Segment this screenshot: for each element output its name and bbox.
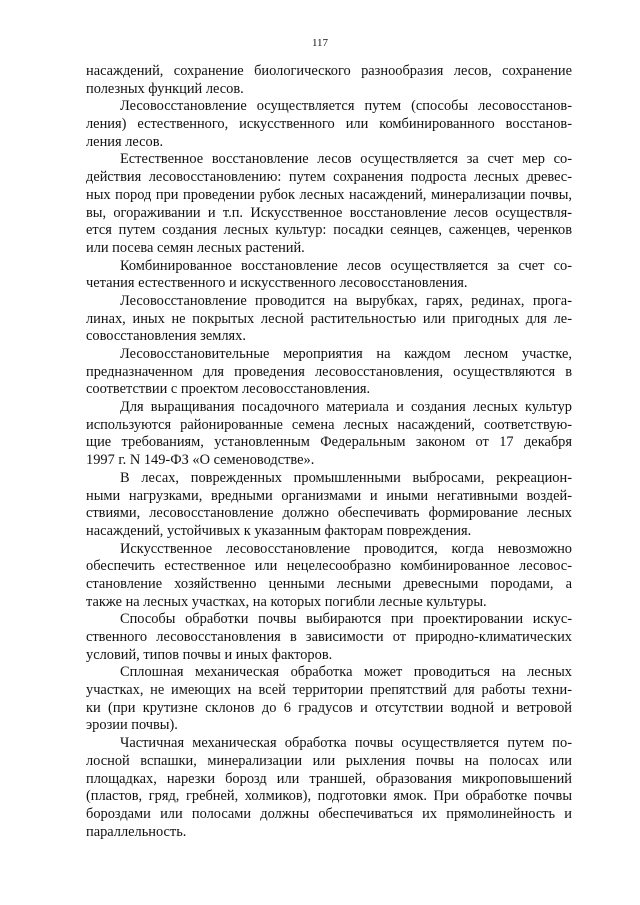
text-line: становление хозяйственно ценными лесными древесными породами, а [86,575,572,592]
page-number: 117 [311,37,329,49]
paragraph [86,346,572,399]
text-line: Частичная механическая обработка почвы осуществляется путем по- [120,735,572,752]
text-line: Лесовосстановительные мероприятия на каждом лесном участке, [120,346,572,362]
text-line: ки (при крутизне склонов до 6 градусов и отсутствии водной и ветровой [86,699,572,716]
text-line: (пластов, гряд, гребней, холмиков), подготовки ямок. При обработке почвы [86,788,572,805]
text-line: участках, не имеющих на всей территории препятствий для работы техни- [86,682,572,699]
paragraph [86,98,572,151]
text-line: Лесовосстановление проводится на вырубках, гарях, рединах, прога- [120,292,572,309]
text-line: Для выращивания посадочного материала и создания лесных культур [120,399,572,416]
text-line: Естественное восстановление лесов осуществляется за счет мер со- [120,151,572,168]
text-line: В лесах, поврежденных промышленными выбросами, рекреацион- [120,469,572,486]
text-line: ственного лесовосстановления в зависимости от природно-климатических [86,629,572,645]
paragraph [86,151,572,257]
text-line: щие требованиям, установленным Федеральным законом от 17 декабря [86,434,572,451]
text-line: Сплошная механическая обработка может проводиться на лесных [120,664,572,681]
text-line: совосстановления землях. [86,328,246,345]
text-line: насаждений, устойчивых к указанным факторам повреждения. [86,522,472,539]
body-text [86,63,572,841]
text-line: 1997 г. N 149-ФЗ «О семеноводстве». [86,452,315,469]
text-line: используются районированные семена лесных насаждений, соответствую- [86,416,572,433]
paragraph [86,293,572,346]
text-line: насаждений, сохранение биологического разнообразия лесов, сохранение [86,63,572,79]
paragraph [86,541,572,612]
text-line: предназначенном для проведения лесовосстановления, осуществляются в [86,363,572,380]
text-line: ствиями, лесовосстановление должно обеспечивать формирование лесных [86,505,572,522]
text-line: Способы обработки почвы выбираются при проектировании искус- [120,611,572,628]
text-line: также на лесных участках, на которых погибли лесные культуры. [86,593,487,610]
text-line: Комбинированное восстановление лесов осуществляется за счет со- [120,257,572,274]
text-line: бороздами или полосами должны обеспечиваться их прямолинейность и [86,805,572,822]
paragraph [86,470,572,541]
text-line: полезных функций лесов. [86,80,244,97]
text-line: Лесовосстановление осуществляется путем (способы лесовосстанов- [120,98,572,115]
text-line: ется путем создания лесных культур: посадки сеянцев, саженцев, черенков [86,222,572,239]
text-line: ными нагрузками, вредными организмами и иными негативными воздей- [86,487,572,504]
paragraph [86,611,572,664]
text-line: ления лесов. [86,133,164,150]
text-line: ных пород при проведении рубок лесных насаждений, минерализации почвы, [86,186,572,203]
text-line: ления) естественного, искусственного или комбинированного восстанов- [86,116,572,133]
text-line: четания естественного и искусственного лесовосстановления. [86,275,468,292]
text-line: площадках, нарезки борозд или траншей, образования микроповышений [86,770,572,787]
text-line: линах, иных не покрытых лесной растительностью или пригодных для ле- [86,310,572,327]
text-line: условий, типов почвы и иных факторов. [86,646,333,663]
text-line: действия лесовосстановлению: путем сохранения подроста лесных древес- [86,169,572,186]
paragraph [86,664,572,735]
paragraph [86,258,572,293]
text-line: соответствии с проектом лесовосстановления. [86,381,371,398]
text-line: обеспечить естественное или нецелесообразно комбинированное лесовос- [86,558,572,575]
paragraph [86,735,572,841]
paragraph [86,399,572,470]
text-line: параллельность. [86,823,187,840]
text-line: или посева семян лесных растений. [86,239,305,256]
text-line: Искусственное лесовосстановление проводится, когда невозможно [120,540,572,557]
text-line: эрозии почвы). [86,717,178,734]
paragraph [86,63,572,98]
text-line: лосной вспашки, минерализации или рыхления почвы на полосах или [86,752,572,769]
text-line: вы, огораживании и т.п. Искусственное восстановление лесов осуществля- [86,204,572,221]
